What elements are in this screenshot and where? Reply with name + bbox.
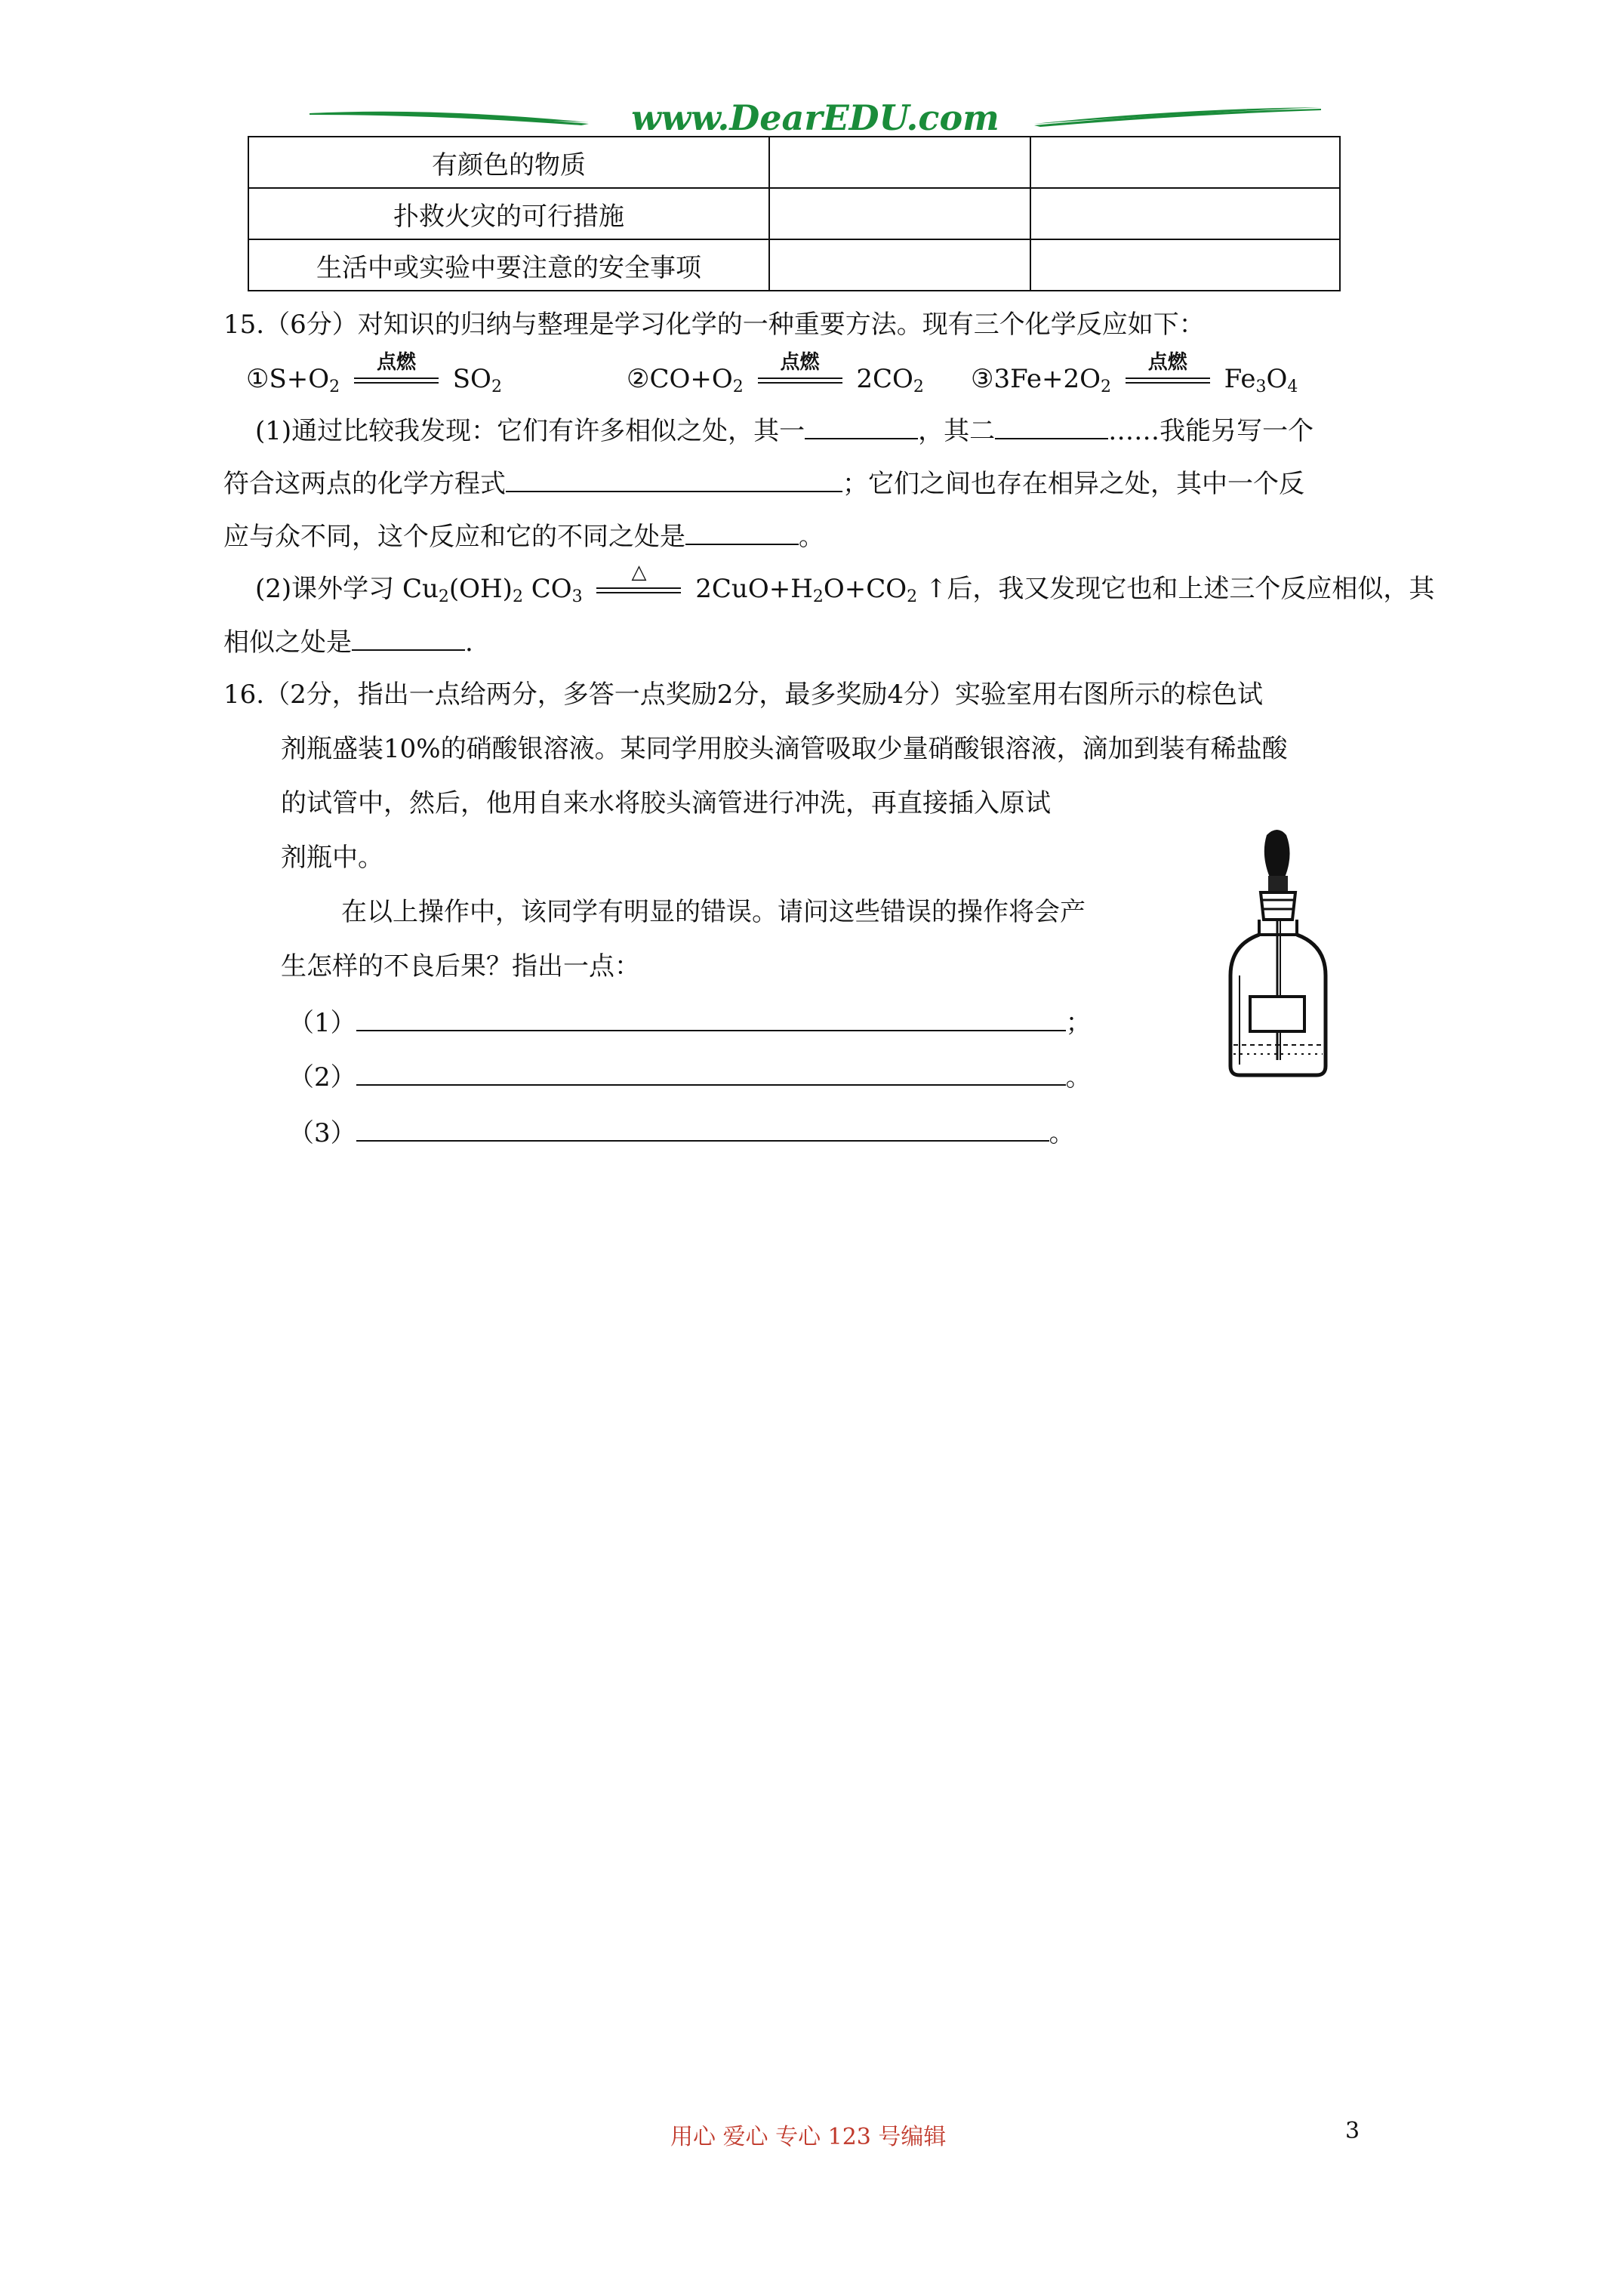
heat-condition-arrow [596,561,681,606]
table-row [248,137,1340,188]
answer-blank[interactable] [685,519,799,545]
q15-reaction-1 [246,351,502,396]
q15-part2-text: 相似之处是 [223,627,352,658]
subscript: 4 [1287,378,1298,396]
answer-label: （2） [288,1062,356,1093]
q16-line: 生怎样的不良后果？指出一点： [281,951,640,982]
page-number: 3 [1345,2118,1360,2144]
q16-line: 的试管中，然后，他用自来水将胶头滴管进行冲洗，再直接插入原试 [281,788,1051,818]
table-cell-empty [769,188,1030,239]
q15-part1-text: ……我能另写一个 [1108,416,1314,446]
condition-label: 点燃 [1147,351,1187,374]
subscript: 2 [512,587,523,606]
reaction-products: SO [452,364,491,394]
answer-blank[interactable] [356,1060,1066,1086]
ignite-condition-arrow [1126,351,1210,396]
q15-part2-line2 [223,625,473,659]
q15-part1-text: (1)通过比较我发现：它们有许多相似之处，其一 [255,416,805,446]
q15-part2-text: O+CO [823,574,907,604]
table-row [248,239,1340,291]
table-row-label: 有颜色的物质 [248,137,769,188]
reaction-products: O [1266,364,1288,394]
answer-blank[interactable] [352,625,465,651]
q15-part2-text: (2)课外学习 Cu [255,574,439,604]
subscript: 2 [907,587,918,606]
q16-line: 剂瓶盛装10%的硝酸银溶液。某同学用胶头滴管吸取少量硝酸银溶液，滴加到装有稀盐酸 [281,734,1288,764]
q15-part2-text: . [465,627,473,658]
reaction-marker: ③ [971,364,994,394]
subscript: 2 [438,587,449,606]
subscript: 2 [913,378,924,396]
table-row-label: 生活中或实验中要注意的安全事项 [248,239,769,291]
table-row [248,188,1340,239]
q15-intro-line [223,308,1205,341]
q15-reaction-3 [971,351,1298,396]
answer-blank[interactable] [506,467,842,492]
q15-part2-text: 2CuO+H [695,574,813,604]
q15-part2-line1 [255,561,1435,606]
answer-end-punct: ； [1065,1008,1092,1038]
header-logo [310,97,1321,139]
subscript: 2 [1100,378,1111,396]
answer-blank[interactable] [995,414,1108,439]
subscript: 2 [812,587,824,606]
q15-part1-text: ，其二 [918,416,996,446]
q16-line: 剂瓶中。 [281,843,383,873]
reagent-bottle-dropper-illustration [1223,824,1336,1081]
reaction-marker: ② [627,364,650,394]
subscript: 3 [1255,378,1267,396]
ignite-condition-arrow [354,351,439,396]
q16-answer-row [288,1116,1075,1150]
condition-label: △ [631,561,647,584]
q15-part1-text: ；它们之间也存在相异之处，其中一个反 [842,469,1304,499]
footer-text: 用心 爱心 专心 123 号编辑 [670,2124,947,2150]
answer-blank[interactable] [356,1006,1066,1031]
subscript: 2 [491,378,502,396]
q16-answer-row [288,1060,1092,1094]
answer-end-punct: 。 [1065,1062,1092,1093]
table-cell-empty [1030,137,1340,188]
q16-answer-row [288,1006,1092,1040]
table-cell-empty [1030,239,1340,291]
q15-part1-text: 符合这两点的化学方程式 [223,469,506,499]
reaction-reactants: CO+O [649,364,733,394]
info-table [248,136,1341,291]
q15-intro: （6分）对知识的归纳与整理是学习化学的一种重要方法。现有三个化学反应如下： [264,310,1205,340]
q15-part2-text: (OH) [448,574,513,604]
answer-label: （1） [288,1008,356,1038]
q15-reaction-2 [627,351,924,396]
q15-part1-text: 。 [799,522,824,552]
q15-part1-line2 [223,467,1304,501]
ignite-condition-arrow [758,351,842,396]
q15-part2-text: ↑后，我又发现它也和上述三个反应相似，其 [917,574,1435,604]
subscript: 3 [571,587,583,606]
answer-blank[interactable] [356,1116,1049,1142]
q15-part1-line1 [255,414,1313,448]
reaction-reactants: S+O [269,364,330,394]
subscript: 2 [329,378,340,396]
table-row-label: 扑救火灾的可行措施 [248,188,769,239]
reaction-products: 2CO [856,364,913,394]
q15-part1-text: 应与众不同，这个反应和它的不同之处是 [223,522,685,552]
table-cell-empty [769,137,1030,188]
header-site-text: www.DearEDU.com [631,97,999,138]
answer-end-punct: 。 [1049,1118,1075,1148]
answer-label: （3） [288,1118,356,1148]
q15-number: 15. [223,310,265,340]
reaction-products: Fe [1224,364,1256,394]
subscript: 2 [732,378,744,396]
table-cell-empty [769,239,1030,291]
q16-line: 在以上操作中，该同学有明显的错误。请问这些错误的操作将会产 [341,897,1086,927]
q16-line: 16.（2分，指出一点给两分，多答一点奖励2分，最多奖励4分）实验室用右图所示的棕色试 [223,680,1263,710]
table-cell-empty [1030,188,1340,239]
q15-part2-text: CO [522,574,572,604]
condition-label: 点燃 [376,351,416,374]
q15-part1-line3 [223,519,824,553]
reaction-marker: ① [246,364,269,394]
reaction-reactants: 3Fe+2O [993,364,1101,394]
answer-blank[interactable] [805,414,918,439]
condition-label: 点燃 [780,351,820,374]
